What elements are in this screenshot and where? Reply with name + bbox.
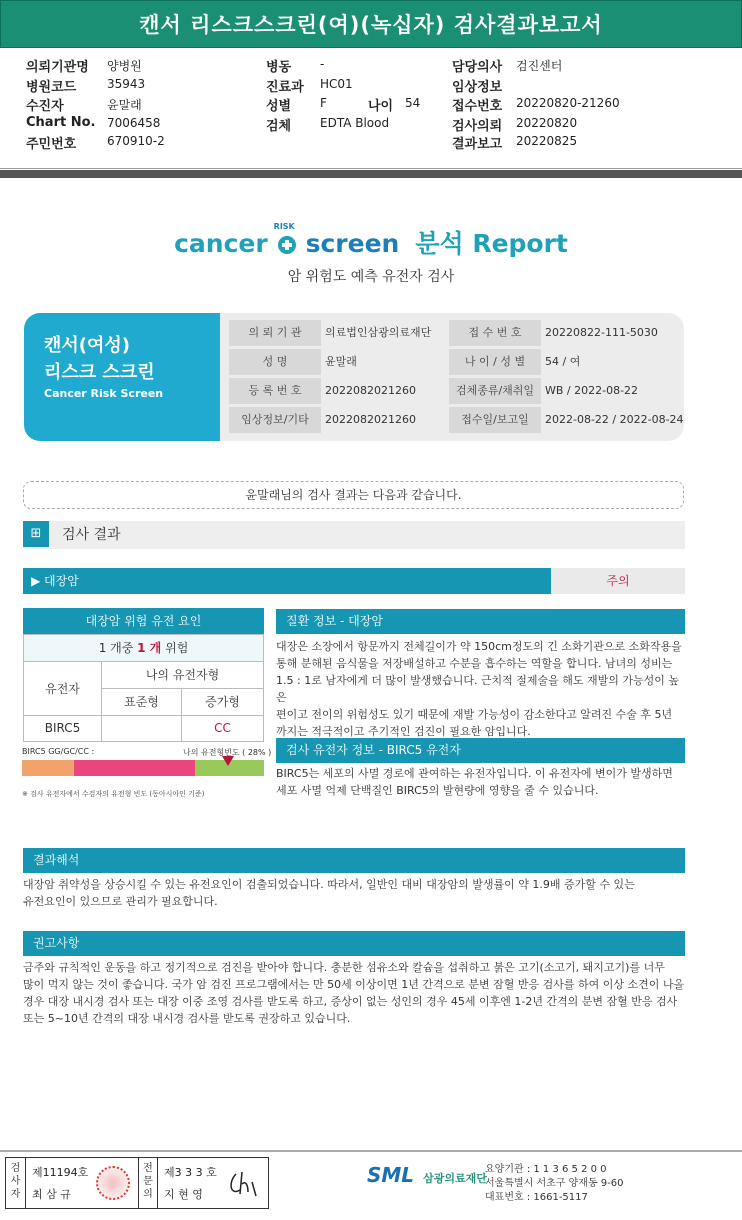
divider xyxy=(0,168,742,169)
gene-info-header: 검사 유전자 정보 - BIRC5 유전자 xyxy=(276,738,685,763)
logo-risk: RISK xyxy=(273,222,295,231)
tester-label: 검사자 xyxy=(6,1158,26,1208)
freq-segment-gc xyxy=(74,760,195,776)
disease-info-text xyxy=(276,638,688,740)
col-standard: 표준형 xyxy=(102,689,182,716)
increased-value: CC xyxy=(214,721,231,735)
recommend-text xyxy=(23,959,687,1027)
standard-value xyxy=(102,716,182,741)
card-label: 검체종류/채취일 xyxy=(449,378,541,404)
logo-report: 분석 Report xyxy=(415,229,568,258)
header-label: 임상정보 xyxy=(452,80,503,95)
org-phone: 대표번호 : 1661-5117 xyxy=(485,1192,588,1203)
folder-plus-icon: ⊞ xyxy=(23,521,49,547)
gene-table xyxy=(23,634,264,742)
text-line: 통해 분해된 음식물을 저장배설하고 수분을 흡수하는 역할을 합니다. 남녀의 성비는 xyxy=(276,657,673,670)
divider xyxy=(0,170,742,178)
cancer-screen-logo xyxy=(0,224,742,260)
text-line: BIRC5는 세포의 사멸 경로에 관여하는 유전자입니다. 이 유전자에 변이가 발생하면 xyxy=(276,767,673,780)
card-title: 리스크 스크린 xyxy=(44,362,155,383)
card-label: 임상정보/기타 xyxy=(229,407,321,433)
org-addr: 서울특별시 서초구 양재동 9-60 xyxy=(485,1178,624,1189)
report-title-bar xyxy=(0,0,742,48)
card-label: 접 수 번 호 xyxy=(449,320,541,346)
text-line: 세포 사멸 억제 단백질인 BIRC5의 발현량에 영향을 줄 수 있습니다. xyxy=(276,784,599,797)
header-value: F xyxy=(320,96,327,110)
header-label: 검사의뢰 xyxy=(452,119,503,134)
card-label: 성 명 xyxy=(229,349,321,375)
card-value: WB / 2022-08-22 xyxy=(545,384,639,397)
gene-info-text xyxy=(276,765,688,799)
header-label: 나이 xyxy=(368,99,394,114)
header-value: 양병원 xyxy=(107,59,142,73)
org-code: 요양기관 : 1 1 3 6 5 2 0 0 xyxy=(485,1164,607,1175)
cancer-name-bar: ▶ 대장암 xyxy=(23,568,551,594)
signature-box xyxy=(5,1157,269,1209)
risk-status-badge: 주의 xyxy=(551,568,685,594)
specialist-name: 지 현 영 xyxy=(164,1188,203,1201)
freq-left-label: BIRC5 GG/GC/CC : xyxy=(22,747,95,756)
freq-note: ※ 검사 유전자에서 수검자의 유전형 빈도 (동아시아인 기준) xyxy=(22,790,205,798)
card-value: 2022082021260 xyxy=(325,384,416,397)
text-line: 대장암 취약성을 상승시킬 수 있는 유전요인이 검출되었습니다. 따라서, 일반인 대비 대장암의 발생률이 약 1.9배 증가할 수 있는 xyxy=(23,878,635,891)
interpretation-header: 결과해석 xyxy=(23,848,685,873)
header-value: EDTA Blood xyxy=(320,116,390,130)
header-value: 윤말래 xyxy=(107,98,142,112)
header-value: 검진센터 xyxy=(516,59,563,73)
footer-divider xyxy=(0,1150,742,1152)
section-title: 검사 결과 xyxy=(62,527,121,543)
card-value: 20220822-111-5030 xyxy=(545,326,658,339)
card-label: 접수일/보고일 xyxy=(449,407,541,433)
card-value: 윤말래 xyxy=(325,355,357,368)
card-value: 2022082021260 xyxy=(325,413,416,426)
org-name: 삼광의료재단 xyxy=(423,1171,487,1185)
header-label: 성별 xyxy=(266,99,292,114)
text-line: 1.5 : 1로 남자에게 더 많이 발생했습니다. 근치적 절제술을 해도 재발의 가능성이 높은 xyxy=(276,674,680,704)
header-label: 담당의사 xyxy=(452,60,503,75)
text-line: 편이고 전이의 위험성도 있기 때문에 재발 가능성이 감소한다고 알려진 수술 후 5년 xyxy=(276,708,673,721)
interpretation-text xyxy=(23,876,687,910)
card-value: 의료법인삼광의료재단 xyxy=(325,326,432,339)
text-line: 또는 5~10년 간격의 대장 내시경 검사를 받도록 권장하고 있습니다. xyxy=(23,1012,351,1025)
disease-info-header: 질환 정보 - 대장암 xyxy=(276,609,685,634)
header-label: 검체 xyxy=(266,119,292,134)
text-line: 까지는 적극적이고 주기적인 검진이 필요한 암입니다. xyxy=(276,725,531,738)
header-value: - xyxy=(320,57,325,71)
gene-name: BIRC5 xyxy=(24,716,102,741)
card-label: 의 뢰 기 관 xyxy=(229,320,321,346)
sml-logo xyxy=(367,1163,487,1187)
header-label: 의뢰기관명 xyxy=(26,60,89,75)
header-value: 7006458 xyxy=(107,116,161,130)
text-line: 경우 대장 내시경 검사 또는 대장 이중 조영 검사를 받도록 하고, 증상이 없는 성인의 경우 45세 이후엔 1-2년 간격의 분변 잠혈 반응 검사 xyxy=(23,995,678,1008)
header-label: 주민번호 xyxy=(26,137,77,152)
section-header xyxy=(23,521,685,549)
genotype-frequency-bar xyxy=(22,760,264,776)
specialist-label: 전문의 xyxy=(138,1158,158,1208)
risk-count-num: 1 개 xyxy=(137,641,162,655)
header-value: 20220820 xyxy=(516,116,578,130)
seal-stamp-icon xyxy=(96,1166,130,1200)
org-address xyxy=(485,1163,624,1205)
card-value: 2022-08-22 / 2022-08-24 xyxy=(545,413,684,426)
risk-count xyxy=(24,635,263,662)
header-label: 결과보고 xyxy=(452,137,503,152)
card-subtitle: Cancer Risk Screen xyxy=(44,387,164,400)
header-label: Chart No. xyxy=(26,115,96,130)
header-value: 20220825 xyxy=(516,134,578,148)
risk-count-post: 위험 xyxy=(161,641,189,655)
card-label: 등 록 번 호 xyxy=(229,378,321,404)
tester-license: 제11194호 xyxy=(32,1166,89,1179)
freq-segment-gg xyxy=(22,760,74,776)
card-title-panel xyxy=(24,313,220,441)
header-value: 35943 xyxy=(107,77,146,91)
specialist-license: 제3 3 3 호 xyxy=(164,1166,217,1179)
col-increased: 증가형 xyxy=(182,689,263,716)
logo-cancer: cancer xyxy=(174,229,268,258)
text-line: 대장은 소장에서 항문까지 전체길이가 약 150cm정도의 긴 소화기관으로 소화작용을 xyxy=(276,640,682,653)
gene-table-header: 대장암 위험 유전 요인 xyxy=(23,608,264,634)
col-my-genotype: 나의 유전자형 xyxy=(102,662,263,689)
signature-icon xyxy=(226,1168,262,1200)
header-value: 54 xyxy=(405,96,421,110)
risk-count-pre: 1 개중 xyxy=(98,641,138,655)
report-title: 캔서 리스크스크린(여)(녹십자) 검사결과보고서 xyxy=(139,13,603,37)
card-label: 나 이 / 성 별 xyxy=(449,349,541,375)
header-label: 접수번호 xyxy=(452,99,503,114)
header-label: 병원코드 xyxy=(26,80,77,95)
header-label: 진료과 xyxy=(266,80,304,95)
greeting-banner: 윤말래님의 검사 결과는 다음과 같습니다. xyxy=(23,481,684,509)
text-line: 많이 먹지 않는 것이 좋습니다. 국가 암 검진 프로그램에서는 만 50세 이상이면 1년 간격으로 분변 잠혈 반응 검사를 하여 이상 소견이 나올 xyxy=(23,978,685,991)
text-line: 금주와 규칙적인 운동을 하고 정기적으로 검진을 받아야 합니다. 충분한 섬유소와 칼슘을 섭취하고 붉은 고기(소고기, 돼지고기)를 너무 xyxy=(23,961,665,974)
logo-screen: screen xyxy=(305,229,400,258)
sml-logo-text: SML xyxy=(367,1163,415,1187)
text-line: 유전요인이 있으므로 관리가 필요합니다. xyxy=(23,895,218,908)
col-gene: 유전자 xyxy=(24,662,102,716)
header-label: 병동 xyxy=(266,60,292,75)
header-value: HC01 xyxy=(320,77,353,91)
tester-name: 최 삼 규 xyxy=(32,1188,71,1201)
subtitle: 암 위험도 예측 유전자 검사 xyxy=(287,269,455,285)
freq-marker-icon xyxy=(222,756,234,766)
header-value: 20220820-21260 xyxy=(516,96,620,110)
recommend-header: 권고사항 xyxy=(23,931,685,956)
card-value: 54 / 여 xyxy=(545,355,581,368)
freq-right-label: 나의 유전형빈도 ( 28% ) xyxy=(183,748,272,757)
header-label: 수진자 xyxy=(26,99,64,114)
card-title: 캔서(여성) xyxy=(44,335,131,356)
header-value: 670910-2 xyxy=(107,134,165,148)
